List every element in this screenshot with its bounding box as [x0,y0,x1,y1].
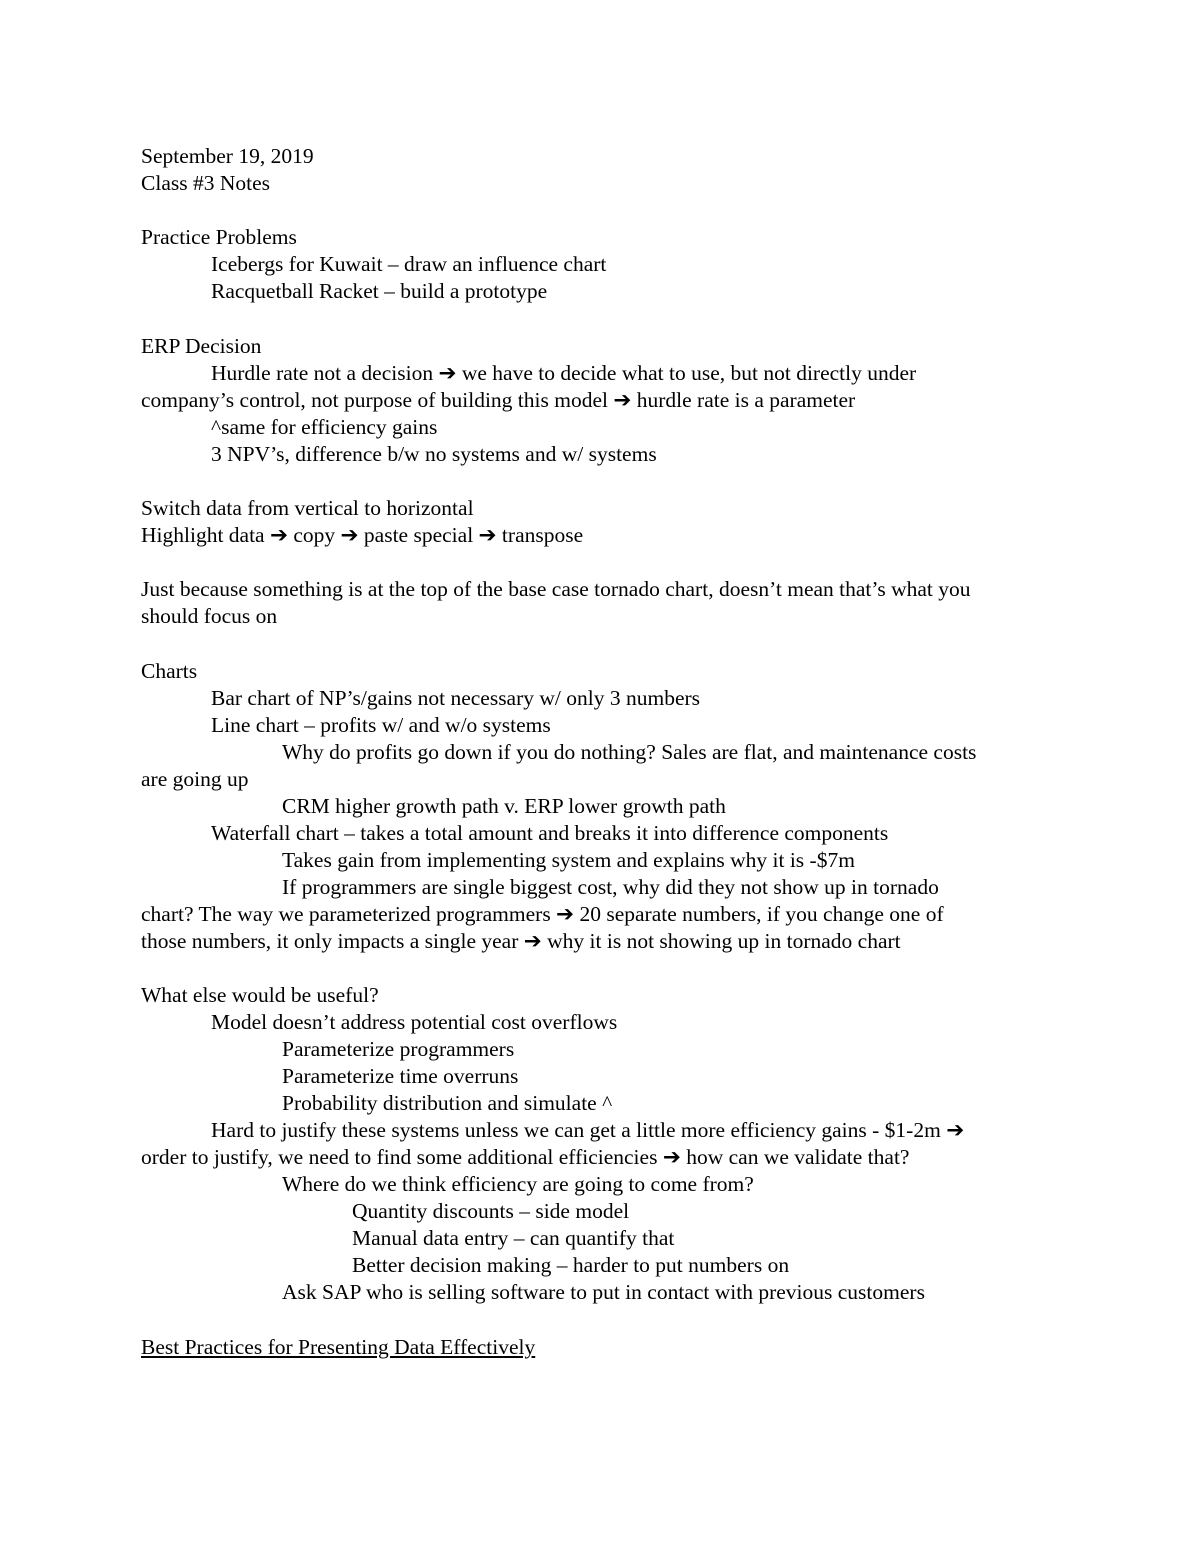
useful-line: Hard to justify these systems unless we can get a little more efficiency gains - $1-2m ➔ [211,1118,965,1142]
charts-line: those numbers, it only impacts a single year ➔ why it is not showing up in tornado chart [141,929,901,953]
best-practices-heading: Best Practices for Presenting Data Effectively [141,1335,536,1359]
useful-line: order to justify, we need to find some additional efficiencies ➔ how can we validate that? [141,1145,910,1169]
charts-line: Line chart – profits w/ and w/o systems [211,713,551,737]
useful-line: Better decision making – harder to put numbers on [352,1253,790,1277]
useful-line: Ask SAP who is selling software to put in contact with previous customers [282,1280,925,1304]
useful-line: Parameterize programmers [282,1037,515,1061]
charts-line: Bar chart of NP’s/gains not necessary w/ only 3 numbers [211,686,701,710]
charts-line: Waterfall chart – takes a total amount and breaks it into difference components [211,821,889,845]
useful-line: Model doesn’t address potential cost overflows [211,1010,618,1034]
date-line: September 19, 2019 [141,144,314,168]
switch-line: Highlight data ➔ copy ➔ paste special ➔ transpose [141,523,584,547]
tornado-line: should focus on [141,604,278,628]
erp-line: Hurdle rate not a decision ➔ we have to decide what to use, but not directly under [211,361,917,385]
practice-heading: Practice Problems [141,225,297,249]
charts-line: Why do profits go down if you do nothing? Sales are flat, and maintenance costs [282,740,977,764]
erp-line: 3 NPV’s, difference b/w no systems and w/ systems [211,442,657,466]
useful-line: Quantity discounts – side model [352,1199,630,1223]
erp-heading: ERP Decision [141,334,262,358]
charts-line: are going up [141,767,249,791]
erp-line: company’s control, not purpose of building this model ➔ hurdle rate is a parameter [141,388,856,412]
erp-line: ^same for efficiency gains [211,415,438,439]
switch-line: Switch data from vertical to horizontal [141,496,474,520]
charts-line: CRM higher growth path v. ERP lower growth path [282,794,726,818]
useful-heading: What else would be useful? [141,983,379,1007]
useful-line: Probability distribution and simulate ^ [282,1091,613,1115]
charts-line: chart? The way we parameterized programmers ➔ 20 separate numbers, if you change one of [141,902,944,926]
charts-line: Takes gain from implementing system and explains why it is -$7m [282,848,855,872]
useful-line: Parameterize time overruns [282,1064,519,1088]
practice-item: Racquetball Racket – build a prototype [211,279,548,303]
practice-item: Icebergs for Kuwait – draw an influence chart [211,252,607,276]
charts-heading: Charts [141,659,198,683]
tornado-line: Just because something is at the top of the base case tornado chart, doesn’t mean that’s what you [141,577,971,601]
charts-line: If programmers are single biggest cost, why did they not show up in tornado [282,875,939,899]
useful-line: Where do we think efficiency are going to come from? [282,1172,754,1196]
useful-line: Manual data entry – can quantify that [352,1226,675,1250]
class-title: Class #3 Notes [141,171,270,195]
